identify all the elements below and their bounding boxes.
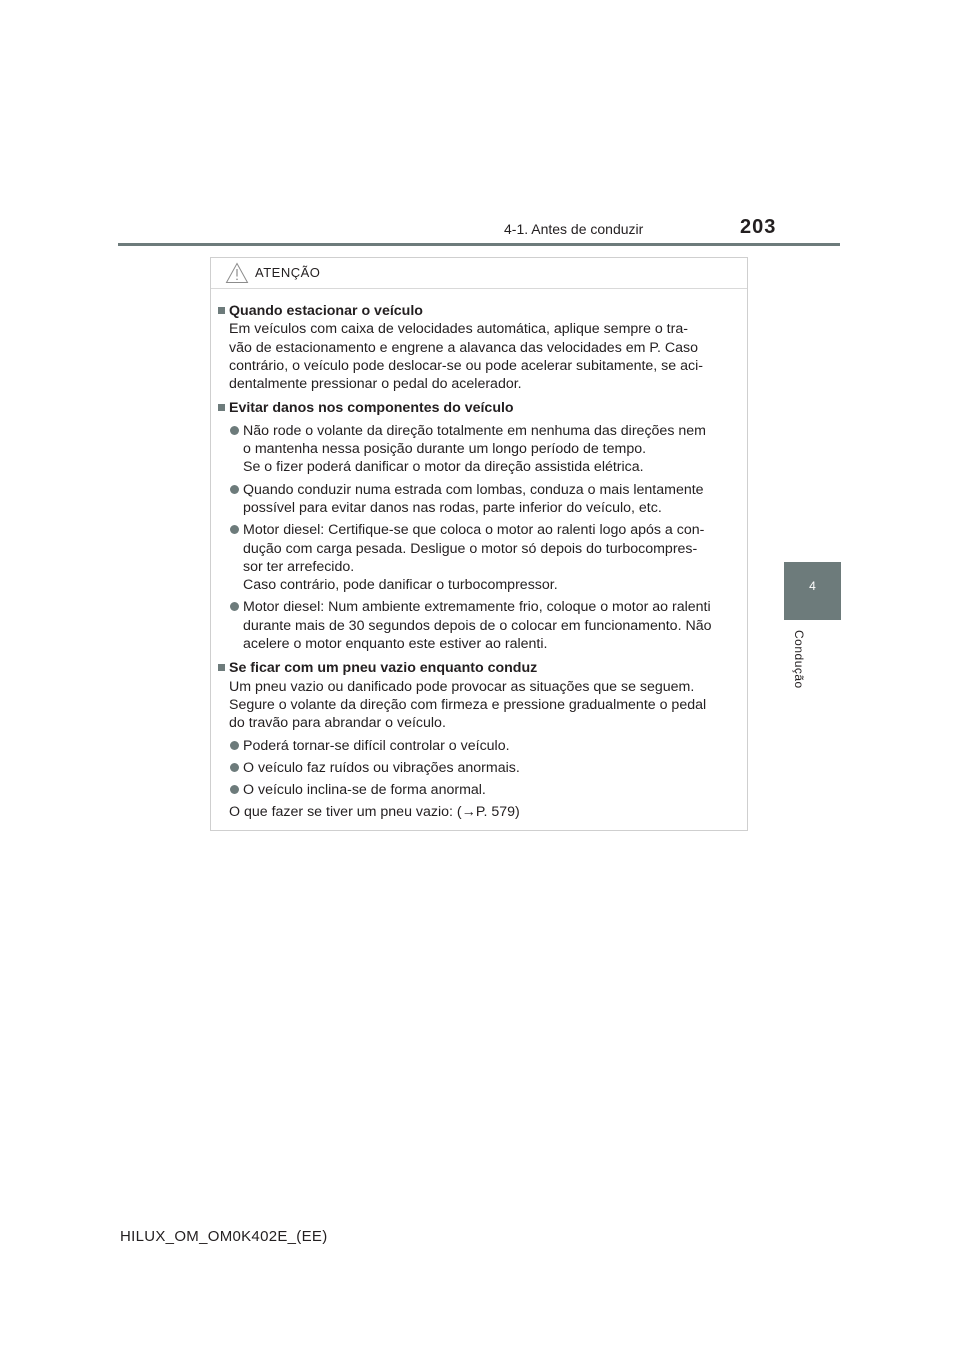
text-line: possível para evitar danos nas rodas, parte inferior do veículo, etc. (243, 499, 662, 516)
text-line: acelere o motor enquanto este estiver ao ralenti. (243, 636, 548, 653)
warning-header (211, 258, 747, 289)
chapter-tab-label: Condução (792, 630, 806, 689)
text-line: O veículo inclina-se de forma anormal. (243, 782, 486, 799)
bullet-item (217, 759, 743, 777)
text-line: Se o fizer poderá danificar o motor da direção assistida elétrica. (243, 459, 644, 476)
page-number: 203 (740, 216, 777, 238)
section-paragraph (217, 320, 743, 393)
section-title: Quando estacionar o veículo (217, 302, 743, 320)
bullet-item (217, 598, 743, 653)
section-title: Se ficar com um pneu vazio enquanto conduz (217, 659, 743, 677)
bullet-item (217, 481, 743, 518)
text-line: durante mais de 30 segundos depois de o colocar em funcionamento. Não (243, 617, 712, 634)
text-line: do travão para abrandar o veículo. (229, 715, 446, 732)
chapter-tab[interactable] (784, 562, 841, 620)
text-line: Um pneu vazio ou danificado pode provocar as situações que se seguem. (229, 678, 695, 695)
text-line: Motor diesel: Certifique-se que coloca o motor ao ralenti logo após a con- (243, 522, 705, 539)
text-line: Em veículos com caixa de velocidades automática, aplique sempre o tra- (229, 321, 688, 338)
warning-title: ATENÇÃO (255, 265, 321, 280)
header-rule (118, 243, 840, 246)
text-line: dução com carga pesada. Desligue o motor só depois do turbocompres- (243, 540, 698, 557)
bullet-item (217, 422, 743, 477)
bullet-item (217, 521, 743, 594)
text-line: Segure o volante da direção com firmeza e pressione gradualmente o pedal (229, 696, 707, 713)
text-line: o mantenha nessa posição durante um longo período de tempo. (243, 441, 647, 458)
warning-box (210, 257, 748, 831)
section-title: Evitar danos nos componentes do veículo (217, 399, 743, 417)
page-reference-link[interactable]: O que fazer se tiver um pneu vazio: (→P. 579) (229, 804, 520, 821)
header-section-title: 4-1. Antes de conduzir (504, 221, 644, 237)
text-line: sor ter arrefecido. (243, 558, 355, 575)
chapter-tab-number: 4 (809, 579, 816, 593)
section-paragraph (217, 678, 743, 733)
text-line: Motor diesel: Num ambiente extremamente frio, coloque o motor ao ralenti (243, 599, 711, 616)
bullet-item (217, 737, 743, 755)
warning-content (217, 298, 743, 822)
text-line: Caso contrário, pode danificar o turbocompressor. (243, 577, 558, 594)
text-line: Poderá tornar-se difícil controlar o veículo. (243, 737, 510, 754)
warning-triangle-icon (225, 262, 249, 284)
text-line: contrário, o veículo pode deslocar-se ou pode acelerar subitamente, se aci- (229, 357, 703, 374)
text-line: O veículo faz ruídos ou vibrações anormais. (243, 759, 520, 776)
bullet-item (217, 781, 743, 799)
text-line: Não rode o volante da direção totalmente em nenhuma das direções nem (243, 422, 706, 439)
text-line: dentalmente pressionar o pedal do acelerador. (229, 376, 522, 393)
document-code: HILUX_OM_OM0K402E_(EE) (120, 1228, 328, 1245)
text-line: Quando conduzir numa estrada com lombas, conduza o mais lentamente (243, 481, 704, 498)
text-line: vão de estacionamento e engrene a alavanca das velocidades em P. Caso (229, 339, 699, 356)
